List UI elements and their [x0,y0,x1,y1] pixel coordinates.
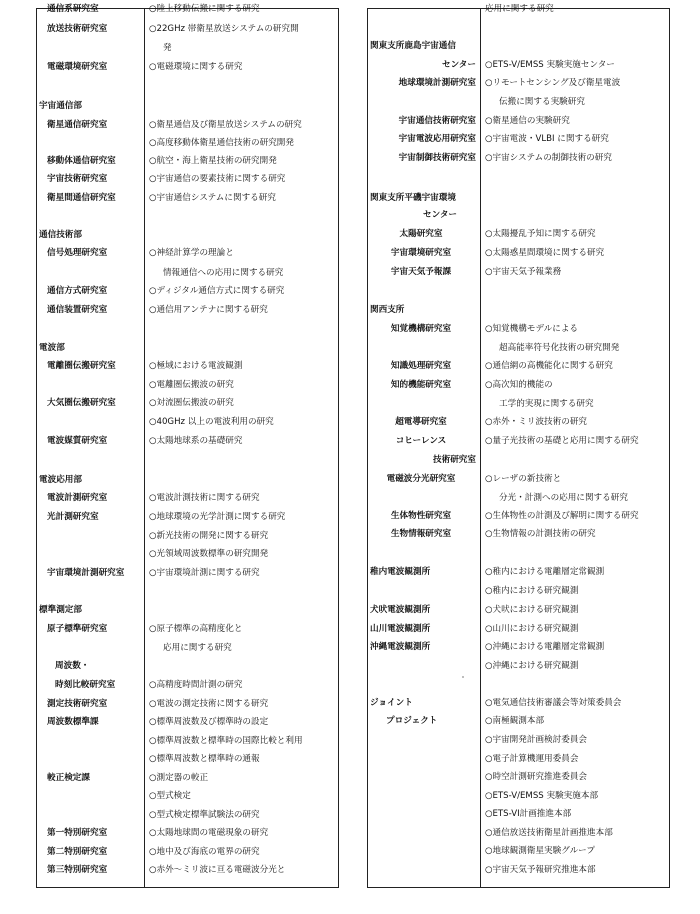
research-description: ○南極観測本部 [485,716,545,726]
department-label: 宇宙技術研究室 [47,174,108,184]
research-description: ○電子計算機運用委員会 [485,754,579,764]
table-row [368,301,669,319]
table-row [37,489,338,507]
table-row [37,116,338,134]
research-description: ○沖縄における電離層定常観測 [485,642,605,652]
table-row [37,601,338,619]
table-row [37,301,338,319]
department-label: 知覚機構研究室 [390,324,452,334]
table-row [368,263,669,281]
research-description: ○地球観測衛星実験グループ [485,846,595,856]
department-label: 関東支所平磯宇宙環境 [370,193,456,203]
research-description: ○稚内における電離層定常観測 [485,567,605,577]
table-row [37,244,338,262]
department-label: 技術研究室 [433,455,476,465]
research-description: ○測定器の較正 [149,773,209,783]
table-row [368,149,669,167]
table-row [368,413,669,431]
research-description: ○通信放送技術衛星計画推進本部 [485,828,613,838]
table-row [37,713,338,731]
department-label: 生体物性研究室 [390,511,452,521]
research-description: ○ETS-VI計画推進本部 [485,809,572,819]
department-label: 知的機能研究室 [390,380,452,390]
table-row [368,130,669,148]
department-label: 通信方式研究室 [47,286,108,296]
table-row [368,694,669,712]
research-description: 応用に関する研究 [163,643,232,653]
research-description: ○時空計測研究推進委員会 [485,772,588,782]
table-row [368,731,669,749]
research-description: ○赤外・ミリ波技術の研究 [485,417,588,427]
research-description: ○40GHz 以上の電波利用の研究 [149,417,274,427]
table-row [37,639,338,657]
department-label: 宇宙電波応用研究室 [398,134,476,144]
research-description: ○対流圏伝搬波の研究 [149,398,234,408]
department-label: 沖縄電波観測所 [370,642,431,652]
table-row [37,508,338,526]
department-label: プロジェクト [386,716,438,726]
department-label: 宇宙環境研究室 [390,248,452,258]
department-label: 電波計測研究室 [47,493,108,503]
table-row [37,39,338,57]
department-label: 電波部 [39,343,65,353]
table-row [368,56,669,74]
table-row [368,432,669,450]
department-label: 通信装置研究室 [47,305,108,315]
research-description: ○原子標準の高精度化と [149,624,243,634]
table-row [37,58,338,76]
table-row [368,489,669,507]
research-description: ○宇宙天気予報業務 [485,267,562,277]
research-description: ○宇宙天気予報研究推進本部 [485,865,596,875]
table-row [368,657,669,675]
department-label: 稚内電波観測所 [370,567,431,577]
table-row [37,564,338,582]
department-label: センター [441,60,476,70]
table-row [368,601,669,619]
table-row [37,282,338,300]
table-row [37,545,338,563]
scan-speck [462,676,464,678]
research-description: ○太陽惑星間環境に関する研究 [485,248,605,258]
department-label: 通信技術部 [39,230,82,240]
research-description: ○太陽擾乱予知に関する研究 [485,229,596,239]
department-label: 大気圏伝搬研究室 [47,398,116,408]
table-row [368,638,669,656]
research-description: ○リモートセンシング及び衛星電波 [485,78,621,88]
table-row [37,152,338,170]
research-description: ○ディジタル通信方式に関する研究 [149,286,285,296]
department-label: 時刻比較研究室 [55,680,116,690]
table-row [37,861,338,879]
table-row [37,657,338,675]
table-row [37,413,338,431]
table-row [37,471,338,489]
research-description: ○標準周波数と標準時の国際比較と利用 [149,736,303,746]
research-description: ○犬吠における研究観測 [485,605,579,615]
table-row [368,225,669,243]
table-row [368,376,669,394]
research-description: 伝搬に関する実験研究 [499,97,585,107]
research-description: ○宇宙通信の要素技術に関する研究 [149,174,286,184]
department-label: 宇宙天気予報課 [390,267,452,277]
department-label: 電波媒質研究室 [47,436,108,446]
research-description: ○新光技術の開発に関する研究 [149,531,269,541]
table-row [368,525,669,543]
department-label: 宇宙通信部 [39,101,82,111]
department-label: 周波数標準課 [47,717,99,727]
department-label: 第二特別研究室 [47,847,108,857]
department-label: 放送技術研究室 [47,24,108,34]
table-row [37,732,338,750]
research-description: ○標準周波数と標準時の通報 [149,754,260,764]
department-label: 宇宙通信技術研究室 [398,116,476,126]
research-description: ○知覚機構モデルによる [485,324,579,334]
research-description: ○衛星通信の実験研究 [485,116,570,126]
research-description: ○衛星通信及び衛星放送システムの研究 [149,120,302,130]
table-row [368,357,669,375]
department-label: 原子標準研究室 [47,624,108,634]
table-row [368,206,669,224]
department-label: 山川電波観測所 [370,624,431,634]
table-row [368,582,669,600]
research-description: ○生物情報の計測技術の研究 [485,529,596,539]
department-label: 関東支所鹿島宇宙通信 [370,41,456,51]
research-description: ○生体物性の計測及び解明に関する研究 [485,511,639,521]
table-row [368,37,669,55]
research-description: ○神経計算学の理論と [149,248,234,258]
table-row [37,339,338,357]
table-row [37,264,338,282]
department-label: 測定技術研究室 [47,699,108,709]
left-organization-table [36,4,339,888]
department-label: 標準測定部 [39,605,82,615]
table-row [368,787,669,805]
research-description: ○稚内における研究観測 [485,586,579,596]
department-label: 電離圏伝搬研究室 [47,361,116,371]
department-label: 超電導研究室 [395,417,447,427]
table-row [37,226,338,244]
department-label: 電波応用部 [39,475,82,485]
department-label: 移動体通信研究室 [47,156,116,166]
research-description: ○電磁環境に関する研究 [149,62,243,72]
table-row [37,134,338,152]
department-label: 生物情報研究室 [390,529,452,539]
department-label: 第三特別研究室 [47,865,108,875]
table-row [368,0,669,18]
research-description: 工学的実現に関する研究 [499,399,594,409]
table-row [368,112,669,130]
table-row [368,768,669,786]
table-row [368,712,669,730]
department-label: センター [423,210,458,220]
research-description: ○型式検定標準試験法の研究 [149,810,260,820]
table-row [37,769,338,787]
research-description: ○地中及び海底の電界の研究 [149,847,260,857]
department-label: 較正検定課 [47,773,90,783]
table-row [37,695,338,713]
table-row [368,244,669,262]
research-description: ○赤外～ミリ波に亘る電磁波分光と [149,865,286,875]
table-row [37,824,338,842]
table-row [368,861,669,879]
research-description: 分光・計測への応用に関する研究 [499,493,628,503]
table-row [368,395,669,413]
table-row [368,620,669,638]
table-row [37,676,338,694]
table-row [37,806,338,824]
research-description: ○地球環境の光学計測に関する研究 [149,512,286,522]
research-description: ○宇宙通信システムに関する研究 [149,193,276,203]
table-row [368,842,669,860]
research-description: ○量子光技術の基礎と応用に関する研究 [485,436,639,446]
department-label: 衛星通信研究室 [47,120,108,130]
research-description: ○宇宙電波・VLBI に関する研究 [485,134,609,144]
research-description: ○電波の測定技術に関する研究 [149,699,269,709]
department-label: 宇宙制御技術研究室 [398,153,476,163]
table-row [37,189,338,207]
department-label: 第一特別研究室 [47,828,108,838]
research-description: ○航空・海上衛星技術の研究開発 [149,156,277,166]
research-description: ○型式検定 [149,791,191,801]
table-row [368,470,669,488]
research-description: ○太陽地球間の電磁現象の研究 [149,828,269,838]
table-row [37,750,338,768]
table-row [368,507,669,525]
department-label: 太陽研究室 [399,229,443,239]
department-label: コヒーレンス [395,436,447,446]
table-row [368,563,669,581]
research-description: ○電離圏伝搬波の研究 [149,380,234,390]
research-description: ○高精度時間計測の研究 [149,680,243,690]
department-label: 衛星間通信研究室 [47,193,116,203]
research-description: ○宇宙環境計測に関する研究 [149,568,260,578]
department-label: 光計測研究室 [47,512,99,522]
research-description: ○ETS-V/EMSS 実験実施本部 [485,791,599,801]
right-organization-table [367,4,670,888]
table-row [368,824,669,842]
research-description: 超高能率符号化技術の研究開発 [499,343,620,353]
research-description: ○宇宙開発計画検討委員会 [485,735,588,745]
research-description: 応用に関する研究 [485,4,554,14]
research-description: ○電気通信技術審議会等対策委員会 [485,698,622,708]
table-row [368,451,669,469]
department-label: 電磁環境研究室 [47,62,108,72]
table-row [37,620,338,638]
research-description: ○電波計測技術に関する研究 [149,493,260,503]
department-label: 宇宙環境計測研究室 [47,568,125,578]
table-row [37,0,338,18]
table-row [37,527,338,545]
research-description: 発 [163,43,172,53]
table-row [37,394,338,412]
table-row [37,170,338,188]
table-row [37,432,338,450]
table-row [368,74,669,92]
table-row [37,376,338,394]
department-label: 犬吠電波観測所 [370,605,431,615]
department-label: 地球環境計測研究室 [398,78,476,88]
research-description: ○通信用アンテナに関する研究 [149,305,268,315]
table-row [368,320,669,338]
table-row [368,93,669,111]
research-description: ○山川における研究観測 [485,624,579,634]
research-description: ○標準周波数及び標準時の設定 [149,717,269,727]
table-row [368,339,669,357]
department-label: 電磁波分光研究室 [386,474,456,484]
table-row [37,357,338,375]
research-description: ○ETS-V/EMSS 実験実施センター [485,60,615,70]
research-description: ○極域における電波観測 [149,361,243,371]
research-description: ○太陽地球系の基礎研究 [149,436,243,446]
table-row [37,843,338,861]
table-row [37,787,338,805]
research-description: ○レーザの新技術と [485,474,562,484]
research-description: 情報通信への応用に関する研究 [163,268,284,278]
table-row [37,20,338,38]
table-row [368,805,669,823]
research-description: ○光領域周波数標準の研究開発 [149,549,269,559]
research-description: ○高次知的機能の [485,380,553,390]
department-label: 周波数・ [55,661,90,671]
research-description: ○通信網の高機能化に関する研究 [485,361,613,371]
table-row [368,189,669,207]
department-label: 通信系研究室 [47,4,99,14]
table-row [37,97,338,115]
department-label: 知識処理研究室 [390,361,452,371]
research-description: ○高度移動体衛星通信技術の研究開発 [149,138,294,148]
research-description: ○沖縄における研究観測 [485,661,579,671]
research-description: ○宇宙システムの制御技術の研究 [485,153,612,163]
department-label: 信号処理研究室 [47,248,108,258]
department-label: ジョイント [370,698,413,708]
research-description: ○22GHz 帯衛星放送システムの研究開 [149,24,299,34]
research-description: ○陸上移動伝搬に関する研究 [149,4,260,14]
department-label: 関西支所 [370,305,405,315]
table-row [368,750,669,768]
